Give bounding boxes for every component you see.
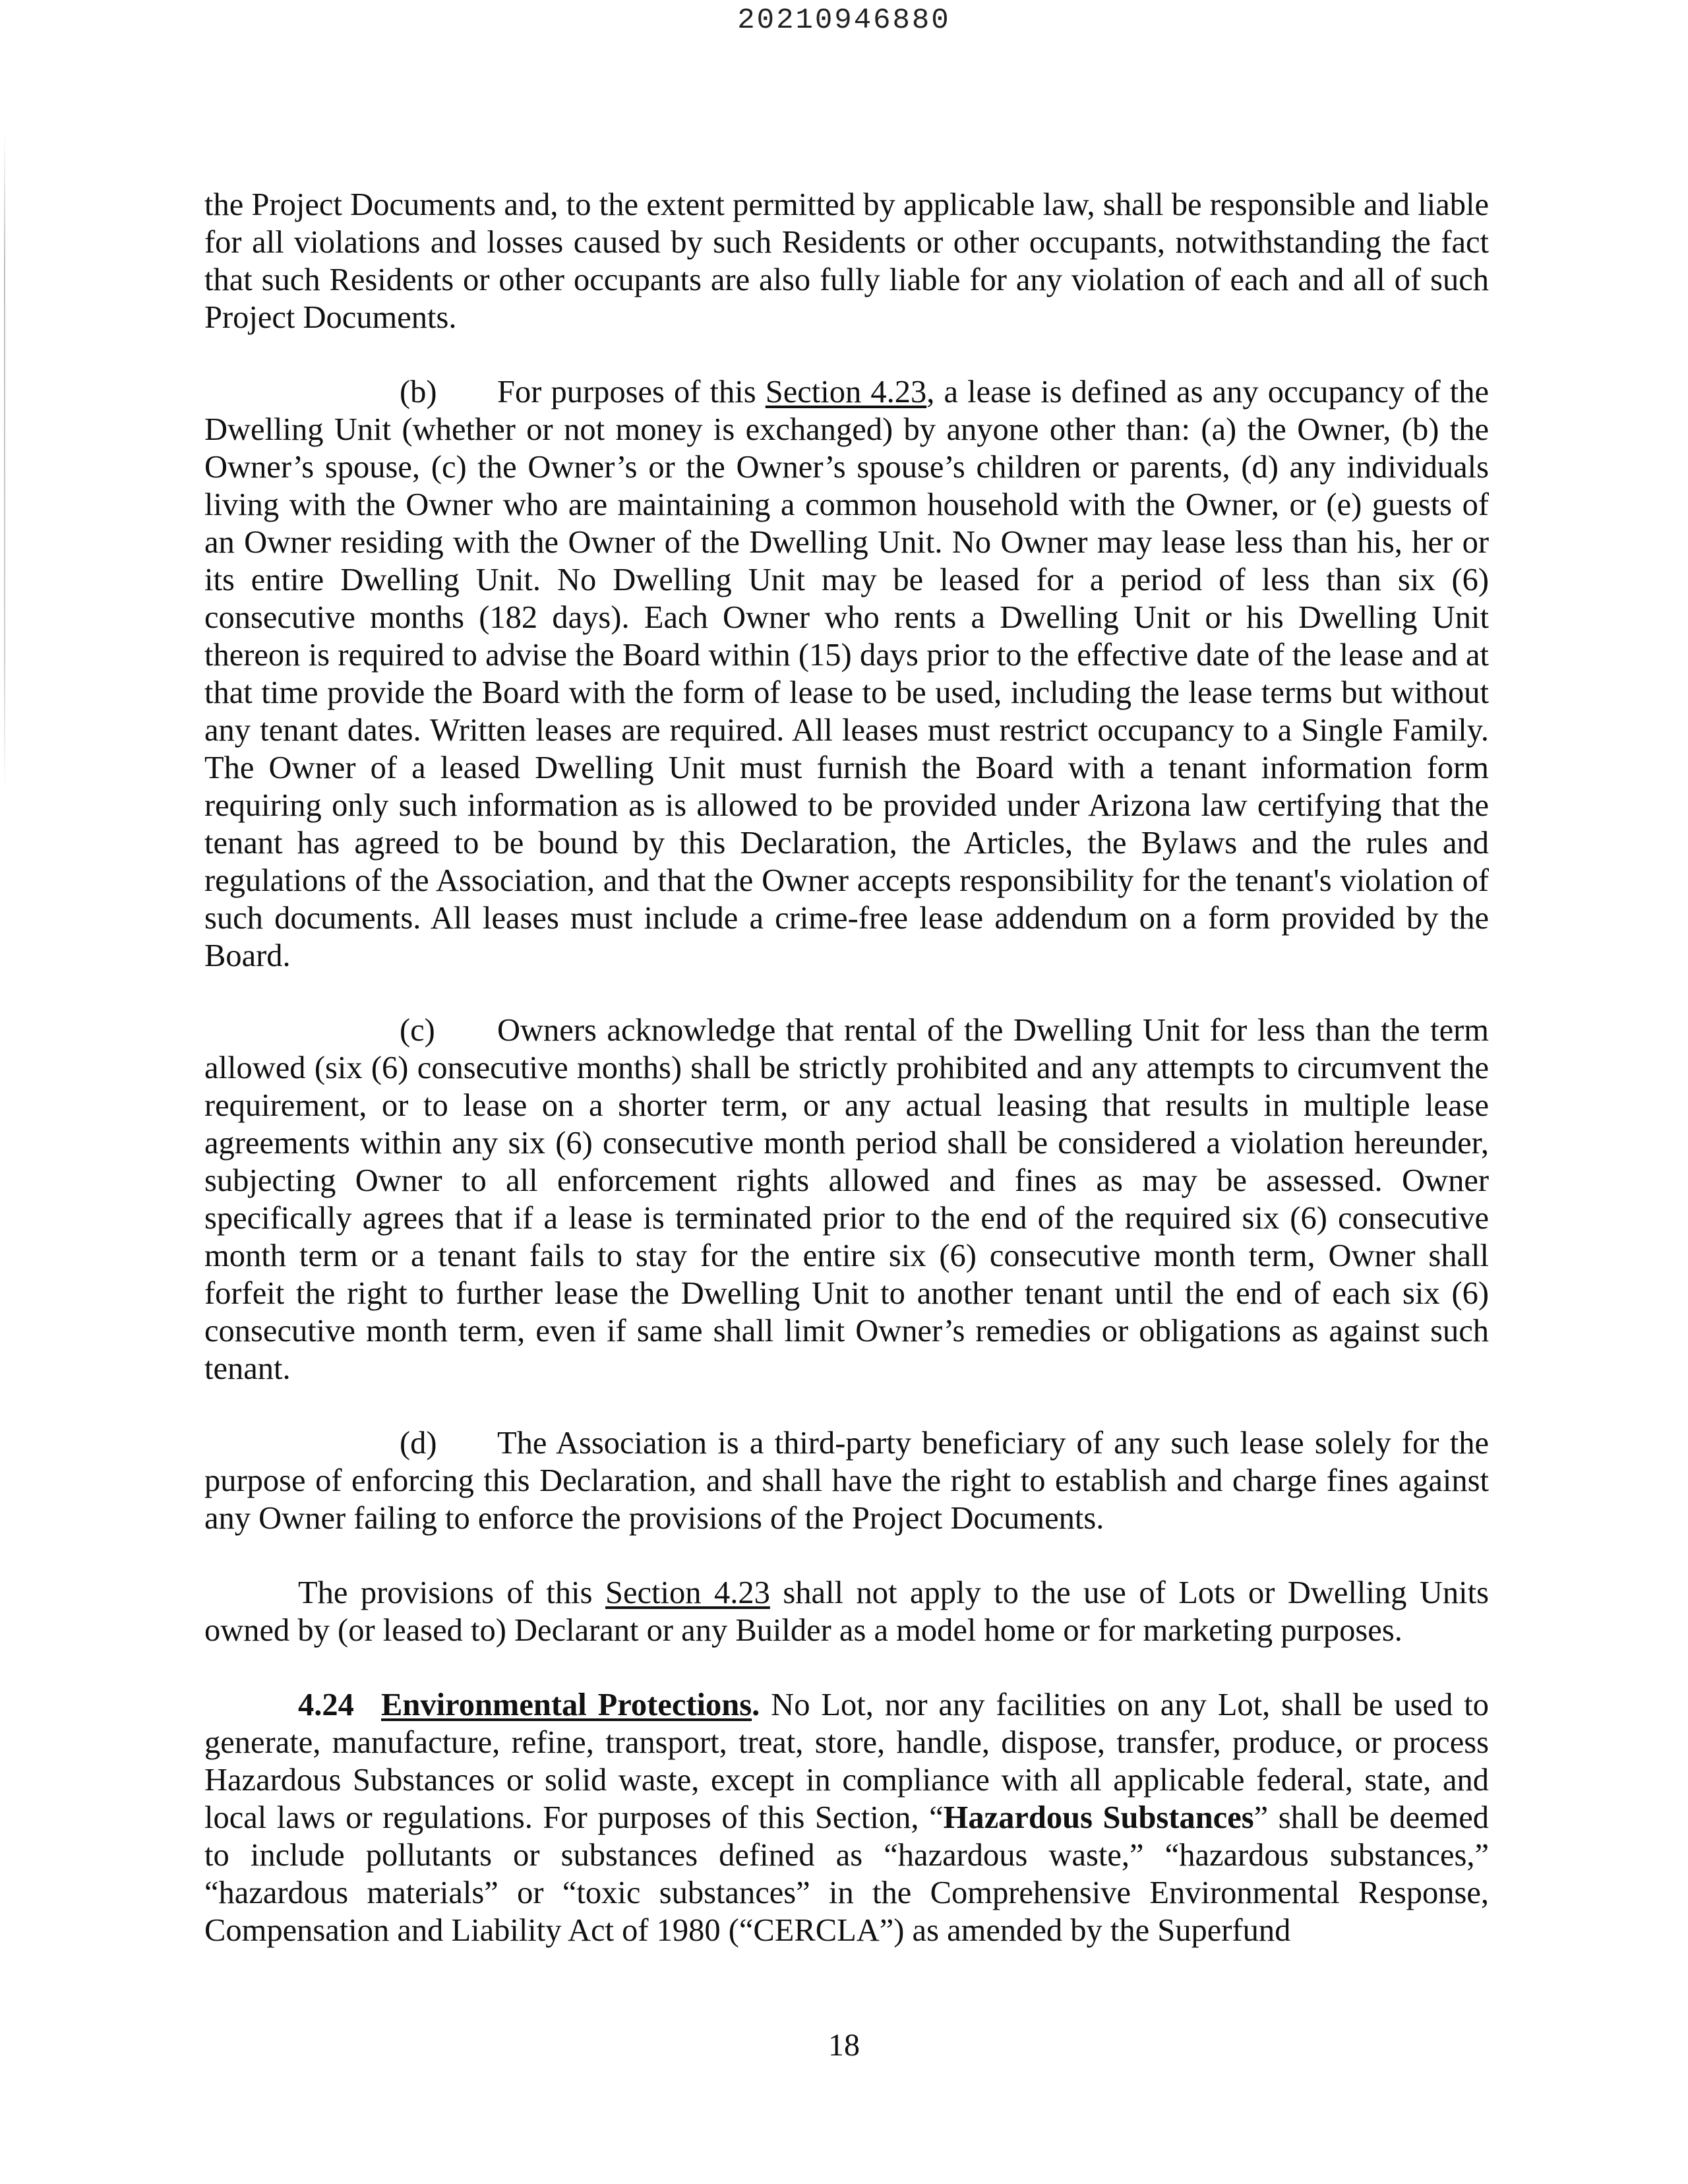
scan-edge-mark bbox=[4, 132, 5, 791]
subsection-label: (c) bbox=[400, 1013, 435, 1048]
subsection-text: For purposes of this bbox=[497, 375, 766, 410]
paragraph-text: shall not apply to the use of Lots or Dwelling Units owned by (or leased to) Declarant or any Builder as a model home or for marketing purposes. bbox=[204, 1575, 1489, 1648]
subsection-b bbox=[204, 373, 1489, 975]
document-body bbox=[204, 186, 1489, 1986]
subsection-text: , a lease is defined as any occupancy of the Dwelling Unit (whether or not money is exchanged) by anyone other than: (a) the Owner, (b) the Owner’s spouse, (c) the Owner’s or the Owner’s spouse’s children or parents, (d) any individuals living with the Owner who are maintaining a common household with the Owner, or (e) guests of an Owner residing with the Owner of the Dwelling Unit. No Owner may lease less than his, her or its entire Dwelling Unit. No Dwelling Unit may be leased for a period of less than six (6) consecutive months (182 days). Each Owner who rents a Dwelling Unit or his Dwelling Unit thereon is required to advise the Board within (15) days prior to the effective date of the lease and at that time provide the Board with the form of lease to be used, including the lease terms but without any tenant dates. Written leases are required. All leases must restrict occupancy to a Single Family. The Owner of a leased Dwelling Unit must furnish the Board with a tenant information form requiring only such information as is allowed to be provided under Arizona law certifying that the tenant has agreed to be bound by this Declaration, the Articles, the Bylaws and the rules and regulations of the Association, and that the Owner accepts responsibility for the tenant's violation of such documents. All leases must include a crime-free lease addendum on a form provided by the Board. bbox=[204, 375, 1490, 973]
subsection-label: (b) bbox=[400, 375, 437, 410]
recording-number: 20210946880 bbox=[737, 4, 951, 37]
section-text: ” shall be deemed to include pollutants or substances defined as “hazardous waste,” “hazardous substances,” “hazardous materials” or “toxic substances” in the Comprehensive Environmental Response, Compensation and Liability Act of 1980 (“CERCLA”) as amended by the Superfund bbox=[204, 1800, 1490, 1948]
subsection-label: (d) bbox=[400, 1426, 437, 1461]
subsection-text: Owners acknowledge that rental of the Dwelling Unit for less than the term allowed (six (6) consecutive months) shall be strictly prohibited and any attempts to circumvent the requirement, or to lease on a shorter term, or any actual leasing that results in multiple lease agreements within any six (6) consecutive month period shall be considered a violation hereunder, subjecting Owner to all enforcement rights allowed and fines as may be assessed. Owner specifically agrees that if a lease is terminated prior to the end of the required six (6) consecutive month term or a tenant fails to stay for the entire six (6) consecutive month term, Owner shall forfeit the right to further lease the Dwelling Unit to another tenant until the end of each six (6) consecutive month term, even if same shall limit Owner’s remedies or obligations as against such tenant. bbox=[204, 1013, 1489, 1386]
defined-term: Hazardous Substances bbox=[943, 1800, 1254, 1835]
section-4-24 bbox=[204, 1686, 1489, 1949]
paragraph-text: The provisions of this bbox=[298, 1575, 605, 1610]
section-text: No Lot, nor any facilities on any Lot, shall be used to generate, manufacture, refine, transport, treat, store, handle, dispose, transfer, produce, or process Hazardous Substances or solid waste, except in compliance with all applicable federal, state, and local laws or regulations. For purposes of this Section, “ bbox=[204, 1687, 1489, 1835]
section-number: 4.24 bbox=[298, 1687, 354, 1722]
subsection-text: The Association is a third-party beneficiary of any such lease solely for the purpose of enforcing this Declaration, and shall have the right to establish and charge fines against any Owner failing to enforce the provisions of the Project Documents. bbox=[204, 1426, 1489, 1536]
section-reference: Section 4.23 bbox=[605, 1575, 770, 1610]
subsection-c bbox=[204, 1012, 1489, 1387]
provisions-paragraph bbox=[204, 1574, 1489, 1649]
subsection-d bbox=[204, 1424, 1489, 1537]
section-title-period: . bbox=[752, 1687, 760, 1722]
paragraph-continuation: the Project Documents and, to the extent permitted by applicable law, shall be responsible and liable for all violations and losses caused by such Residents or other occupants, notwithstanding the fact that such Residents or other occupants are also fully liable for any violation of each and all of such Project Documents. bbox=[204, 187, 1489, 335]
section-reference: Section 4.23 bbox=[765, 375, 927, 410]
page-number: 18 bbox=[828, 2028, 860, 2063]
section-title: Environmental Protections bbox=[381, 1687, 752, 1722]
